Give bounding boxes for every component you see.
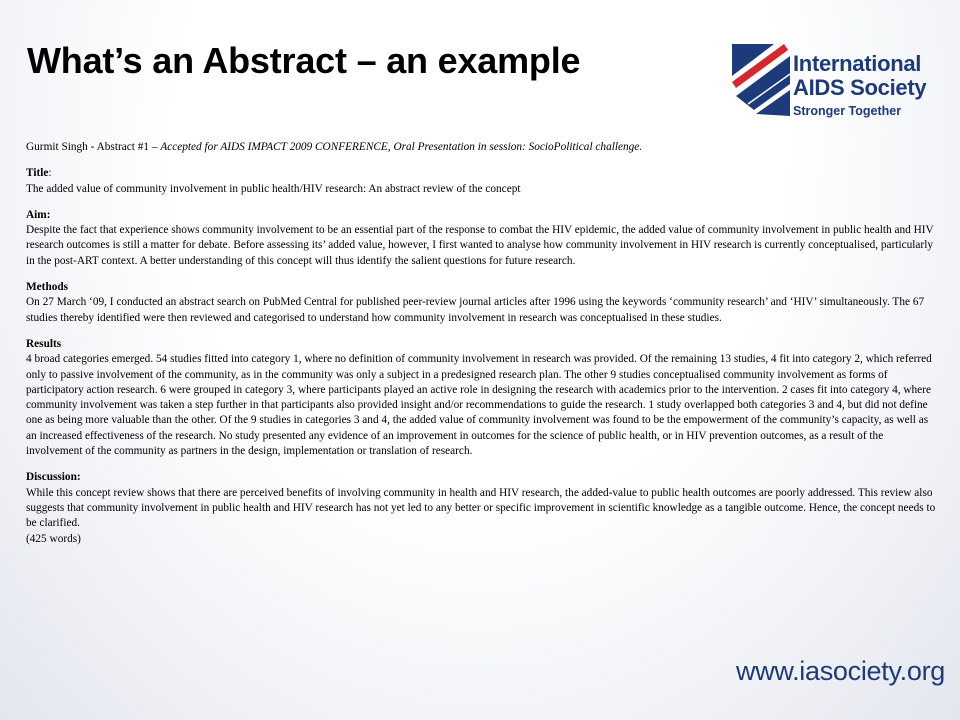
slide-title: What’s an Abstract – an example: [27, 40, 581, 81]
logo-tagline: Stronger Together: [793, 104, 902, 118]
section-discussion-heading: Discussion:: [26, 471, 81, 484]
section-title-heading: [26, 166, 938, 181]
intro-prefix: Gurmit Singh - Abstract #1 –: [26, 141, 161, 153]
section-methods-body: On 27 March ‘09, I conducted an abstract search on PubMed Central for published peer-review journal articles after 1996 using the keywords ‘community research’ and ‘HIV’ simultaneously. The 67 studies thereby identified were then reviewed and categorised to understand how community involvement in research was conceptualised in these studies.: [26, 296, 925, 324]
section-results-heading: Results: [26, 337, 62, 350]
abstract-intro: [26, 140, 938, 155]
word-count: (425 words): [26, 532, 81, 545]
website-url[interactable]: www.iasociety.org: [736, 656, 945, 686]
intro-italic: Accepted for AIDS IMPACT 2009 CONFERENCE, Oral Presentation in session: SocioPolitical challenge.: [160, 141, 643, 153]
section-discussion-body: While this concept review shows that there are perceived benefits of involving community in health and HIV research, the added-value to public health outcomes are poorly addressed. This review also suggests that community involvement in public health and HIV research has not yet led to any better or specific improvement in scientific knowledge as a tangible outcome. Hence, the concept needs to be clarified.: [26, 486, 936, 530]
logo-line-1: International: [793, 51, 922, 76]
abstract-body: [26, 140, 938, 547]
section-title-body: The added value of community involvement in public health/HIV research: An abstract review of the concept: [26, 182, 521, 195]
section-aim-heading: Aim:: [26, 208, 51, 221]
heading-suffix: :: [48, 167, 52, 180]
ias-logo-text: [793, 53, 926, 118]
logo-line-2: AIDS Society: [793, 75, 927, 100]
section-methods-heading: Methods: [26, 281, 69, 294]
section-aim-body: Despite the fact that experience shows community involvement to be an essential part of the response to combat the HIV epidemic, the added value of community involvement in public health and HIV research outcomes is still a matter for debate. Before assessing its’ added value, however, I first wanted to analyse how community involvement in HIV research is currently conceptualised, particularly in the post-ART context. A better understanding of this concept will thus identify the salient questions for future research.: [26, 224, 934, 267]
section-results-body: 4 broad categories emerged. 54 studies fitted into category 1, where no definition of community involvement in research was provided. Of the remaining 13 studies, 4 fit into category 2, which referred only to passive involvement of the community, as in the community was only a subject in a predesigned research plan. The other 9 studies conceptualised community involvement as forms of participatory action research. 6 were grouped in category 3, where participants played an active role in designing the research with academics prior to the intervention. 2 cases fit into category 4, where community involvement was taken a step further in that participants also provided insight and/or recommendations to guide the research. 1 study overlapped both categories 3 and 4, but did not define one as being more valuable than the other. Of the 9 studies in categories 3 and 4, the added value of community involvement was found to be the empowerment of the community’s capacity, as well as an increased effectiveness of the research. No study presented any evidence of an improvement in outcomes for the science of public health, or in HIV prevention outcomes, as a result of the involvement of the community as partners in the design, implementation or translation of research.: [26, 353, 932, 458]
heading-text: Title: [26, 167, 49, 180]
